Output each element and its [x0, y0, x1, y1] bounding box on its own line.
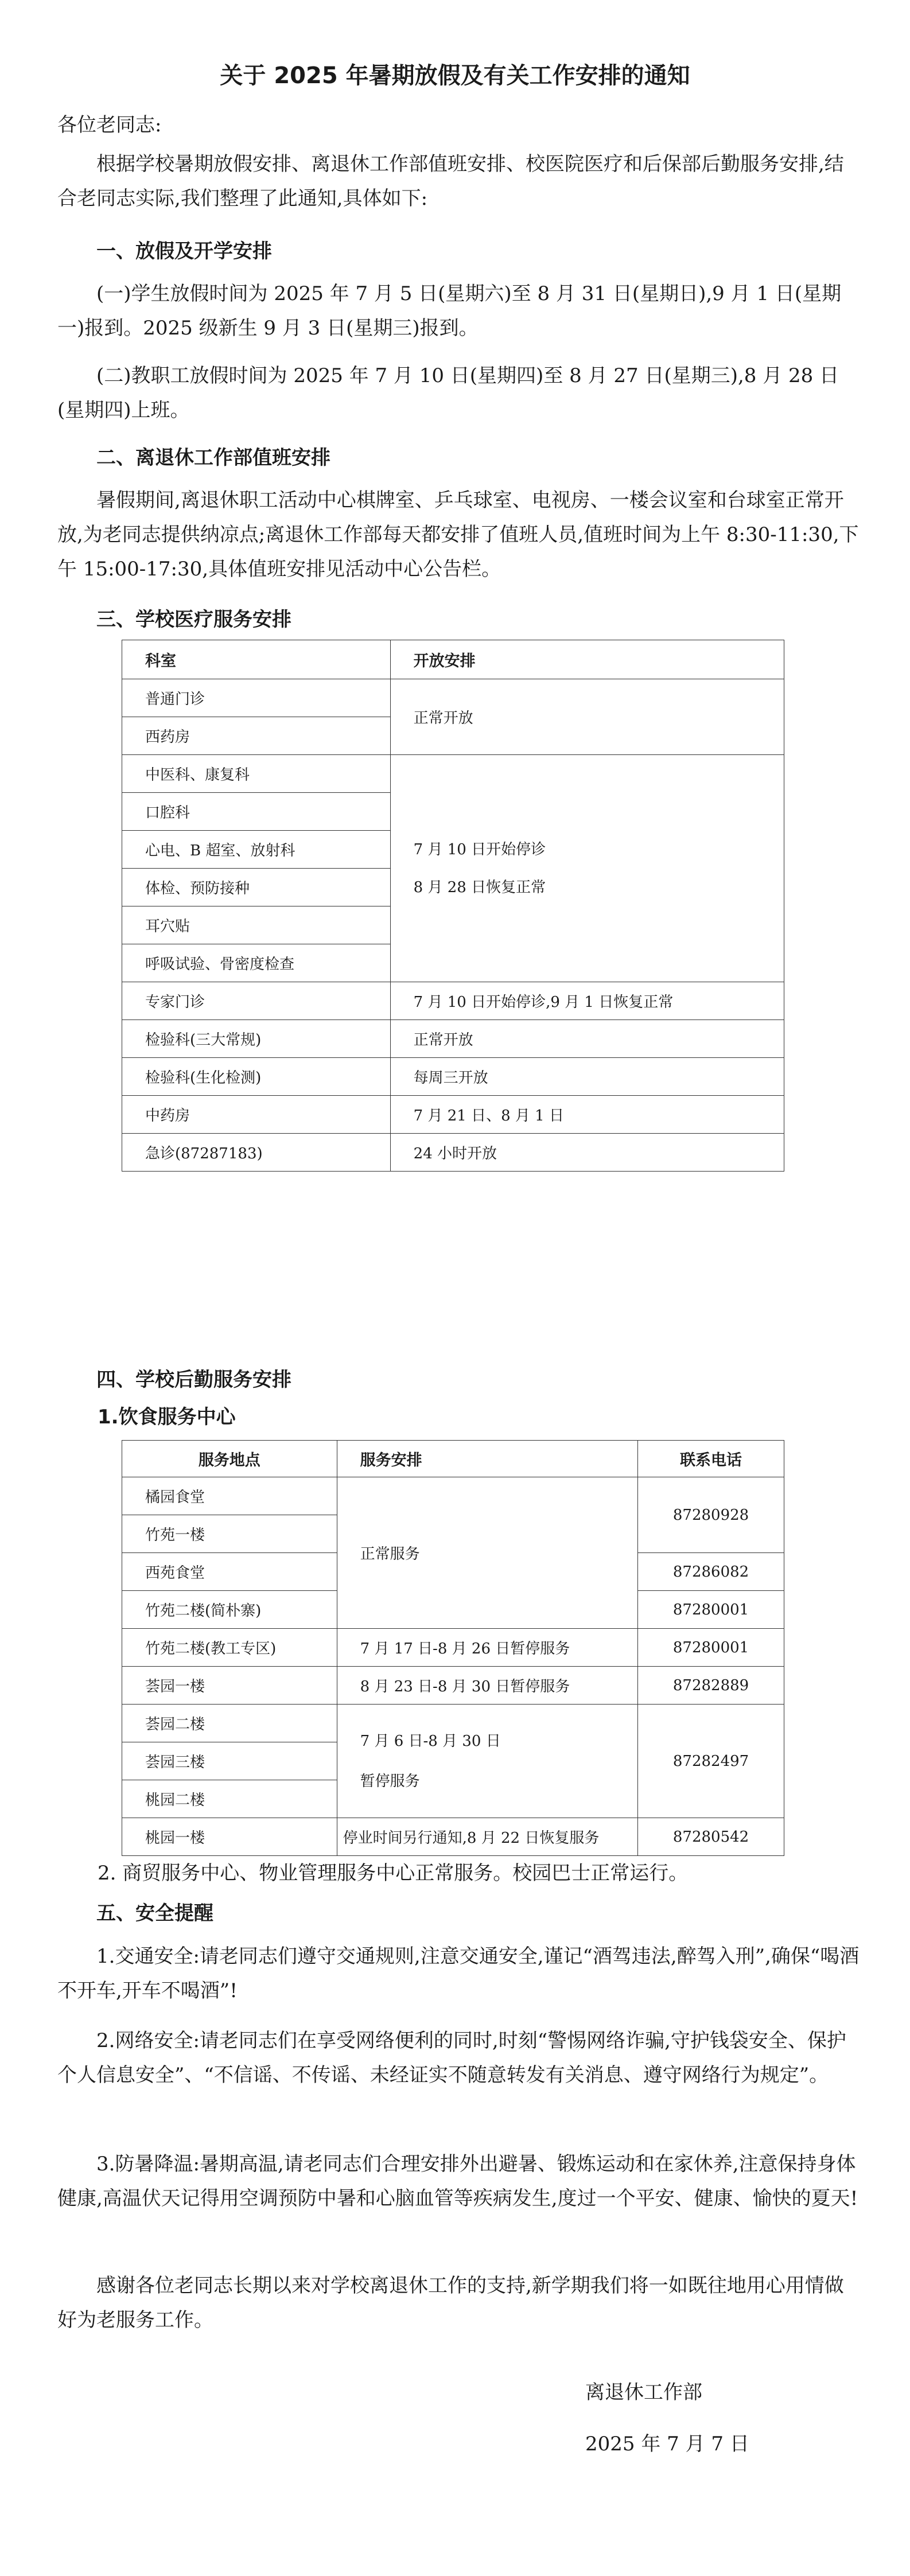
closing-paragraph: 感谢各位老同志长期以来对学校离退休工作的支持,新学期我们将一如既往地用心用情做好为老服务工作。 [57, 2274, 844, 2332]
section-1-paragraph-2: (二)教职工放假时间为 2025 年 7 月 10 日(星期四)至 8 月 27 日(星期三),8 月 28 日(星期四)上班。 [57, 364, 839, 422]
dept-cell: 口腔科 [122, 793, 391, 831]
location-cell: 桃园二楼 [122, 1780, 337, 1818]
medical-services-table [122, 640, 784, 1172]
service-line: 暂停服务 [360, 1772, 420, 1790]
safety-traffic-paragraph: 1.交通安全:请老同志们遵守交通规则,注意交通安全,谨记“酒驾违法,醉驾入刑”,确保“喝酒不开车,开车不喝酒”! [57, 1945, 860, 2002]
table-row [122, 982, 784, 1020]
header-schedule: 开放安排 [390, 640, 784, 679]
signature-department: 离退休工作部 [585, 2381, 702, 2404]
schedule-line: 8 月 28 日恢复正常 [413, 878, 546, 896]
commerce-services-note: 2. 商贸服务中心、物业管理服务中心正常服务。校园巴士正常运行。 [98, 1862, 689, 1885]
signature-date: 2025 年 7 月 7 日 [585, 2433, 749, 2456]
phone-cell: 87280928 [638, 1477, 784, 1553]
dept-cell: 体检、预防接种 [122, 869, 391, 906]
location-cell: 竹苑二楼(教工专区) [122, 1629, 337, 1667]
location-cell: 竹苑二楼(简朴寨) [122, 1591, 337, 1629]
schedule-cell: 24 小时开放 [390, 1134, 784, 1172]
section-2-heading: 二、离退休工作部值班安排 [96, 446, 330, 469]
location-cell: 荟园二楼 [122, 1705, 337, 1742]
table-row [122, 1477, 784, 1515]
section-4-heading: 四、学校后勤服务安排 [96, 1368, 291, 1391]
phone-cell: 87280001 [638, 1629, 784, 1667]
dept-cell: 检验科(生化检测) [122, 1058, 391, 1096]
service-cell: 正常服务 [337, 1477, 637, 1629]
catering-services-table [122, 1440, 784, 1856]
table-row [122, 1818, 784, 1856]
section-5-heading: 五、安全提醒 [96, 1902, 213, 1925]
table-row [122, 1058, 784, 1096]
section-1-paragraph-1: (一)学生放假时间为 2025 年 7 月 5 日(星期六)至 8 月 31 日(星期日),9 月 1 日(星期一)报到。2025 级新生 9 月 3 日(星期三)报到。 [57, 282, 842, 340]
header-service: 服务安排 [337, 1441, 637, 1477]
location-cell: 桃园一楼 [122, 1818, 337, 1856]
header-location: 服务地点 [122, 1441, 337, 1477]
dept-cell: 西药房 [122, 717, 391, 755]
document-title: 关于 2025 年暑期放假及有关工作安排的通知 [220, 63, 690, 89]
table-row [122, 1667, 784, 1705]
phone-cell: 87280542 [638, 1818, 784, 1856]
section-3-heading: 三、学校医疗服务安排 [96, 608, 291, 631]
table-row [122, 1134, 784, 1172]
catering-subheading: 1.饮食服务中心 [98, 1406, 236, 1429]
phone-cell: 87282889 [638, 1667, 784, 1705]
table-row [122, 1629, 784, 1667]
dept-cell: 普通门诊 [122, 679, 391, 717]
dept-cell: 耳穴贴 [122, 906, 391, 944]
dept-cell: 心电、B 超室、放射科 [122, 831, 391, 869]
schedule-cell: 正常开放 [390, 1020, 784, 1058]
location-cell: 橘园食堂 [122, 1477, 337, 1515]
dept-cell: 专家门诊 [122, 982, 391, 1020]
table-row [122, 1020, 784, 1058]
medical-table-header [122, 640, 784, 679]
safety-network-paragraph: 2.网络安全:请老同志们在享受网络便利的同时,时刻“警惕网络诈骗,守护钱袋安全、保护个人信息安全”、“不信谣、不传谣、未经证实不随意转发有关消息、遵守网络行为规定”。 [57, 2029, 846, 2087]
location-cell: 西苑食堂 [122, 1553, 337, 1591]
location-cell: 竹苑一楼 [122, 1515, 337, 1553]
header-phone: 联系电话 [638, 1441, 784, 1477]
dept-cell: 急诊(87287183) [122, 1134, 391, 1172]
dept-cell: 呼吸试验、骨密度检查 [122, 944, 391, 982]
catering-table-header [122, 1441, 784, 1477]
schedule-cell: 每周三开放 [390, 1058, 784, 1096]
service-cell [337, 1705, 637, 1818]
service-cell: 停业时间另行通知,8 月 22 日恢复服务 [337, 1818, 637, 1856]
section-1-heading: 一、放假及开学安排 [96, 240, 272, 263]
intro-paragraph: 根据学校暑期放假安排、离退休工作部值班安排、校医院医疗和后保部后勤服务安排,结合老同志实际,我们整理了此通知,具体如下: [57, 153, 844, 210]
phone-cell: 87286082 [638, 1553, 784, 1591]
service-line: 7 月 6 日-8 月 30 日 [360, 1732, 501, 1750]
table-row [122, 1096, 784, 1134]
dept-cell: 检验科(三大常规) [122, 1020, 391, 1058]
table-row [122, 755, 784, 793]
schedule-cell: 7 月 21 日、8 月 1 日 [390, 1096, 784, 1134]
schedule-cell [390, 755, 784, 982]
schedule-cell: 7 月 10 日开始停诊,9 月 1 日恢复正常 [390, 982, 784, 1020]
dept-cell: 中药房 [122, 1096, 391, 1134]
safety-heat-paragraph: 3.防暑降温:暑期高温,请老同志们合理安排外出避暑、锻炼运动和在家休养,注意保持身体健康,高温伏天记得用空调预防中暑和心脑血管等疾病发生,度过一个平安、健康、愉快的夏天! [57, 2153, 858, 2210]
phone-cell: 87282497 [638, 1705, 784, 1818]
schedule-line: 7 月 10 日开始停诊 [413, 840, 546, 858]
greeting: 各位老同志: [57, 114, 162, 137]
table-row [122, 679, 784, 717]
phone-cell: 87280001 [638, 1591, 784, 1629]
dept-cell: 中医科、康复科 [122, 755, 391, 793]
header-department: 科室 [122, 640, 391, 679]
table-row [122, 1705, 784, 1742]
service-cell: 7 月 17 日-8 月 26 日暂停服务 [337, 1629, 637, 1667]
schedule-cell: 正常开放 [390, 679, 784, 755]
location-cell: 荟园三楼 [122, 1742, 337, 1780]
service-cell: 8 月 23 日-8 月 30 日暂停服务 [337, 1667, 637, 1705]
location-cell: 荟园一楼 [122, 1667, 337, 1705]
section-2-paragraph: 暑假期间,离退休职工活动中心棋牌室、乒乓球室、电视房、一楼会议室和台球室正常开放,为老同志提供纳凉点;离退休工作部每天都安排了值班人员,值班时间为上午 8:30-11:30,下午 15:00-17:30,具体值班安排见活动中心公告栏。 [57, 489, 859, 581]
